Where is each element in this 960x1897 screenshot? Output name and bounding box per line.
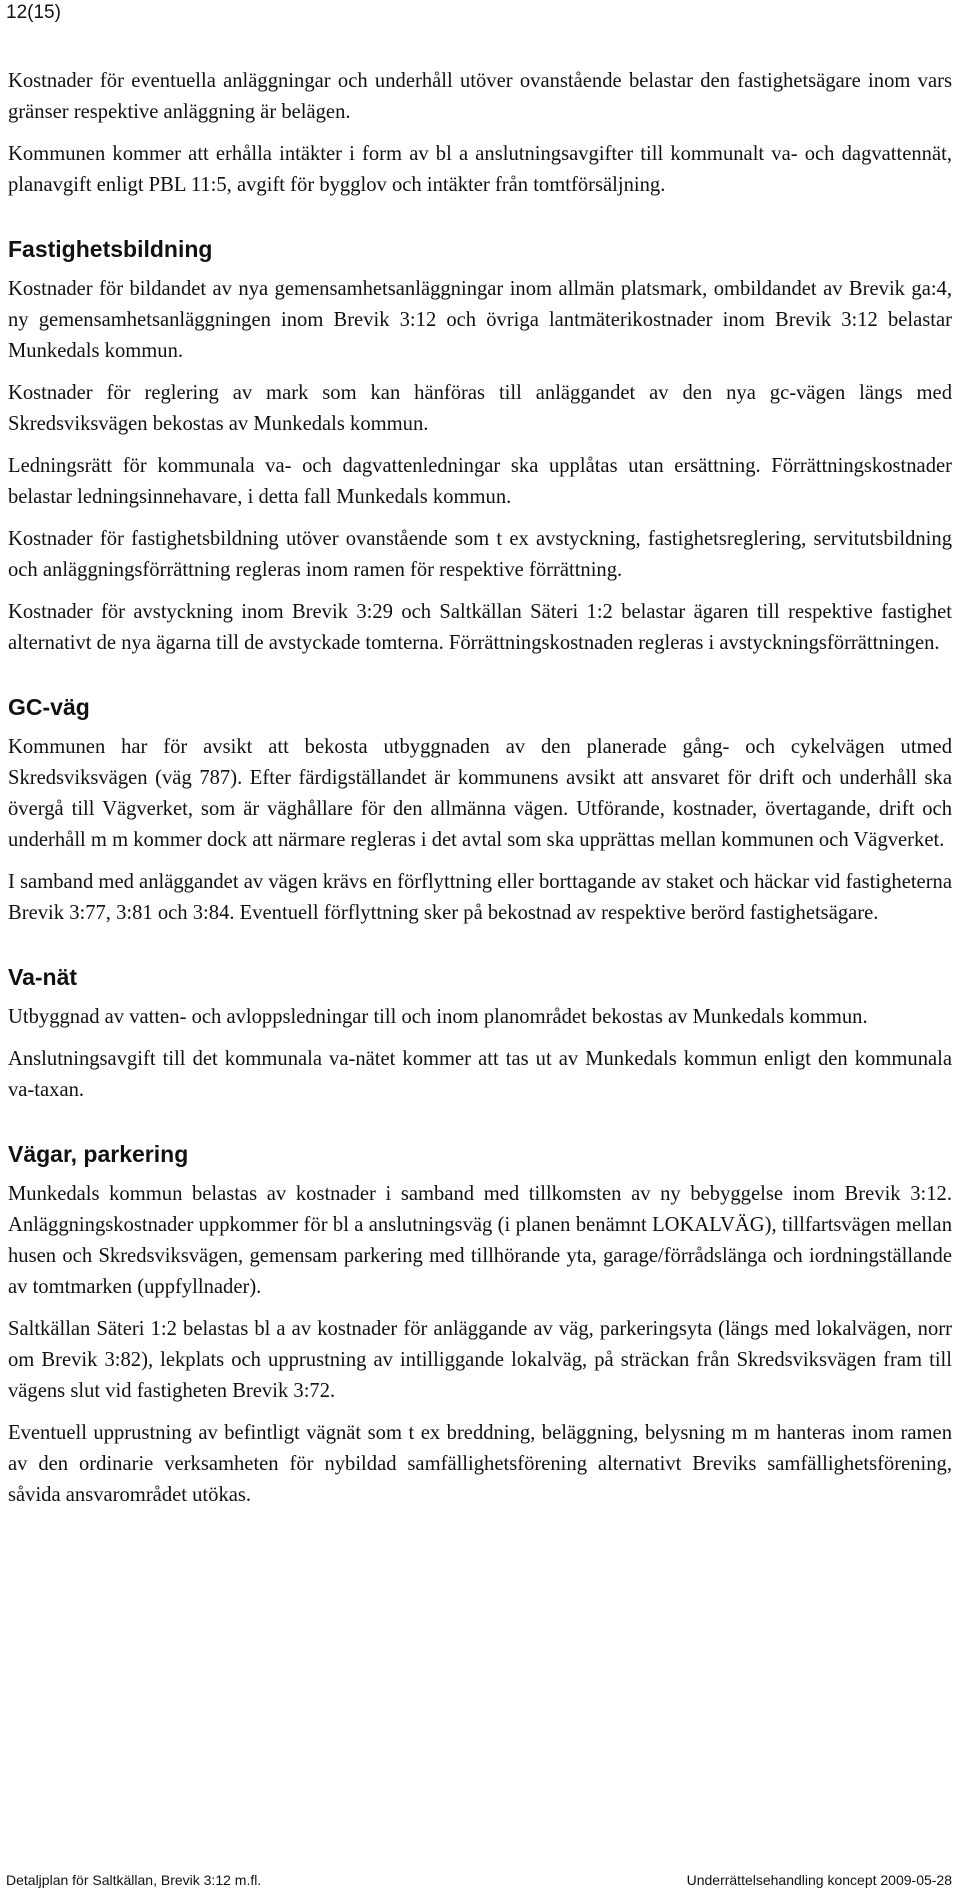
page-footer — [6, 1872, 952, 1888]
section-fastighetsbildning — [8, 234, 952, 659]
section-gc-vag — [8, 692, 952, 929]
paragraph: Kostnader för avstyckning inom Brevik 3:29 och Saltkällan Säteri 1:2 belastar ägaren till respektive fastighet alternativt de nya ägarna till de avstyckade tomterna. Förrättningskostnaden regleras i avstyckningsförrättningen. — [8, 601, 952, 654]
paragraph: Kostnader för reglering av mark som kan hänföras till anläggandet av den nya gc-vägen längs med Skredsviksvägen bekostas av Munkedals kommun. — [8, 382, 952, 435]
paragraph: Utbyggnad av vatten- och avloppsledningar till och inom planområdet bekostas av Munkedals kommun. — [8, 1006, 868, 1028]
footer-document-status: Underrättelsehandling koncept 2009-05-28 — [686, 1872, 952, 1888]
paragraph: Kostnader för bildandet av nya gemensamhetsanläggningar inom allmän platsmark, ombildandet av Brevik ga:4, ny gemensamhetsanläggningen inom Brevik 3:12 och övriga lantmäterikostnader inom Brevik 3:12 belastar Munkedals kommun. — [8, 278, 952, 362]
paragraph: Anslutningsavgift till det kommunala va-nätet kommer att tas ut av Munkedals kommun enligt den kommunala va-taxan. — [8, 1048, 952, 1101]
intro-paragraph: Kostnader för eventuella anläggningar och underhåll utöver ovanstående belastar den fastighetsägare inom vars gränser respektive anläggning är belägen. — [8, 70, 952, 123]
section-heading: Fastighetsbildning — [8, 236, 213, 262]
document-body — [8, 66, 952, 1522]
intro-paragraph: Kommunen kommer att erhålla intäkter i form av bl a anslutningsavgifter till kommunalt va- och dagvattennät, planavgift enligt PBL 11:5, avgift för bygglov och intäkter från tomtförsäljning. — [8, 143, 952, 196]
paragraph: Kostnader för fastighetsbildning utöver ovanstående som t ex avstyckning, fastighetsreglering, servitutsbildning och anläggningsförrättning regleras inom ramen för respektive förrättning. — [8, 528, 952, 581]
section-va-nat — [8, 962, 952, 1106]
section-vagar-parkering — [8, 1139, 952, 1511]
section-heading: GC-väg — [8, 694, 90, 720]
section-heading: Vägar, parkering — [8, 1141, 189, 1167]
section-heading: Va-nät — [8, 964, 78, 990]
footer-document-title: Detaljplan för Saltkällan, Brevik 3:12 m.fl. — [6, 1872, 262, 1888]
paragraph: Munkedals kommun belastas av kostnader i samband med tillkomsten av ny bebyggelse inom Brevik 3:12. Anläggningskostnader uppkommer för bl a anslutningsväg (i planen benämnt LOKALVÄG), tillfartsvägen mellan husen och Skredsviksvägen, gemensam parkering med tillhörande yta, garage/förrådslänga och iordningställande av tomtmarken (uppfyllnader). — [8, 1183, 952, 1298]
paragraph: Kommunen har för avsikt att bekosta utbyggnaden av den planerade gång- och cykelvägen utmed Skredsviksvägen (väg 787). Efter färdigställandet är kommunens avsikt att ansvaret för drift och underhåll ska övergå till Vägverket, som är väghållare för den allmänna vägen. Utförande, kostnader, övertagande, drift och underhåll m m kommer dock att närmare regleras i det avtal som ska upprättas mellan kommunen och Vägverket. — [8, 736, 952, 851]
paragraph: Saltkällan Säteri 1:2 belastas bl a av kostnader för anläggande av väg, parkeringsyta (längs med lokalvägen, norr om Brevik 3:82), lekplats och upprustning av intilliggande lokalväg, på sträckan från Skredsviksvägen fram till vägens slut vid fastigheten Brevik 3:72. — [8, 1318, 952, 1402]
paragraph: Ledningsrätt för kommunala va- och dagvattenledningar ska upplåtas utan ersättning. Förrättningskostnader belastar ledningsinnehavare, i detta fall Munkedals kommun. — [8, 455, 952, 508]
paragraph: Eventuell upprustning av befintligt vägnät som t ex breddning, beläggning, belysning m m hanteras inom ramen av den ordinarie verksamheten för nybildad samfällighetsförening alternativt Breviks samfällighetsförening, såvida ansvarområdet utökas. — [8, 1422, 952, 1506]
paragraph: I samband med anläggandet av vägen krävs en förflyttning eller borttagande av staket och häckar vid fastigheterna Brevik 3:77, 3:81 och 3:84. Eventuell förflyttning sker på bekostnad av respektive berörd fastighetsägare. — [8, 871, 952, 924]
page-number: 12(15) — [6, 2, 61, 23]
